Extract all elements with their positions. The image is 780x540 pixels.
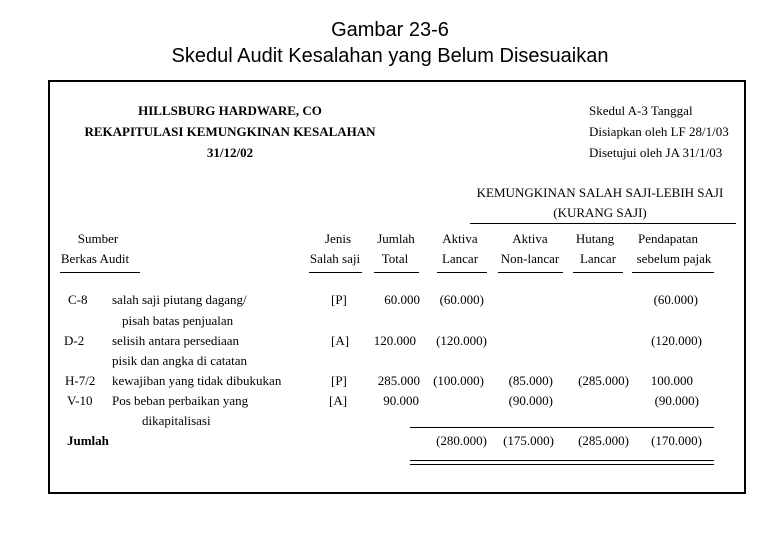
col-source-underline	[60, 272, 140, 273]
col-pretax-income-line2: sebelum pajak	[636, 251, 712, 266]
group-header-line1: KEMUNGKINAN SALAH SAJI-LEBIH SAJI	[476, 185, 724, 200]
row-desc: salah saji piutang dagang/	[112, 292, 247, 307]
row-type: [A]	[329, 393, 348, 408]
totals-label: Jumlah	[67, 433, 109, 448]
approved-by: Disetujui oleh JA 31/1/03	[589, 145, 723, 160]
group-header-underline	[470, 223, 736, 224]
row-ref: H-7/2	[65, 373, 96, 388]
row-pretax-income: (90.000)	[654, 393, 699, 408]
report-name: REKAPITULASI KEMUNGKINAN KESALAHAN	[84, 124, 376, 139]
slide-subtitle: Skedul Audit Kesalahan yang Belum Disesuaikan	[171, 45, 609, 67]
row-ref: V-10	[67, 393, 93, 408]
row-total: 90.000	[383, 393, 419, 408]
row-type: [P]	[331, 373, 347, 388]
company-name: HILLSBURG HARDWARE, CO	[138, 103, 322, 118]
row-type: [P]	[331, 292, 347, 307]
row-total: 285.000	[377, 373, 420, 388]
group-header-line2: (KURANG SAJI)	[553, 205, 647, 220]
col-current-liab-line2: Lancar	[579, 251, 617, 266]
row-pretax-income: 100.000	[650, 373, 693, 388]
col-current-assets-line1: Aktiva	[442, 231, 478, 246]
col-total-underline	[374, 272, 419, 273]
row-ref: C-8	[68, 292, 88, 307]
report-date: 31/12/02	[206, 145, 254, 160]
row-desc: dikapitalisasi	[142, 413, 211, 428]
col-current-liab-line1: Hutang	[575, 231, 615, 246]
total-current-liab: (285.000)	[578, 433, 629, 448]
double-underline-bottom	[410, 464, 714, 465]
row-current-assets: (60.000)	[439, 292, 484, 307]
col-source-line2: Berkas Audit	[60, 251, 130, 266]
col-current-assets-underline	[437, 272, 487, 273]
row-current-assets: (100.000)	[433, 373, 484, 388]
row-type: [A]	[331, 333, 350, 348]
row-desc: Pos beban perbaikan yang	[112, 393, 249, 408]
row-desc: pisik dan angka di catatan	[112, 353, 248, 368]
row-ref: D-2	[64, 333, 85, 348]
col-noncurrent-assets-underline	[498, 272, 563, 273]
col-pretax-income-underline	[632, 272, 714, 273]
total-pretax-income: (170.000)	[651, 433, 702, 448]
row-noncurrent-assets: (90.000)	[508, 393, 553, 408]
col-noncurrent-assets-line1: Aktiva	[512, 231, 548, 246]
col-type-line1: Jenis	[325, 231, 351, 246]
schedule-ref: Skedul A-3 Tanggal	[589, 103, 693, 118]
row-current-assets: (120.000)	[436, 333, 487, 348]
row-total: 120.000	[373, 333, 416, 348]
row-pretax-income: (120.000)	[651, 333, 702, 348]
col-total-line1: Jumlah	[377, 231, 415, 246]
row-noncurrent-assets: (85.000)	[508, 373, 553, 388]
row-pretax-income: (60.000)	[653, 292, 698, 307]
row-current-liab: (285.000)	[578, 373, 629, 388]
total-current-assets: (280.000)	[436, 433, 487, 448]
col-type-line2: Salah saji	[309, 251, 361, 266]
schedule-frame	[48, 80, 746, 494]
col-total-line2: Total	[381, 251, 409, 266]
slide-title: Gambar 23-6	[331, 19, 449, 41]
row-desc: pisah batas penjualan	[122, 313, 234, 328]
col-current-liab-underline	[573, 272, 623, 273]
total-noncurrent-assets: (175.000)	[503, 433, 554, 448]
row-desc: kewajiban yang tidak dibukukan	[112, 373, 282, 388]
col-current-assets-line2: Lancar	[441, 251, 479, 266]
row-total: 60.000	[384, 292, 420, 307]
col-pretax-income-line1: Pendapatan	[638, 231, 698, 246]
col-source-line1: Sumber	[77, 231, 119, 246]
prepared-by: Disiapkan oleh LF 28/1/03	[589, 124, 729, 139]
col-type-underline	[309, 272, 362, 273]
double-underline-top	[410, 460, 714, 461]
col-noncurrent-assets-line2: Non-lancar	[500, 251, 560, 266]
row-desc: selisih antara persediaan	[112, 333, 240, 348]
sum-line	[410, 427, 714, 428]
